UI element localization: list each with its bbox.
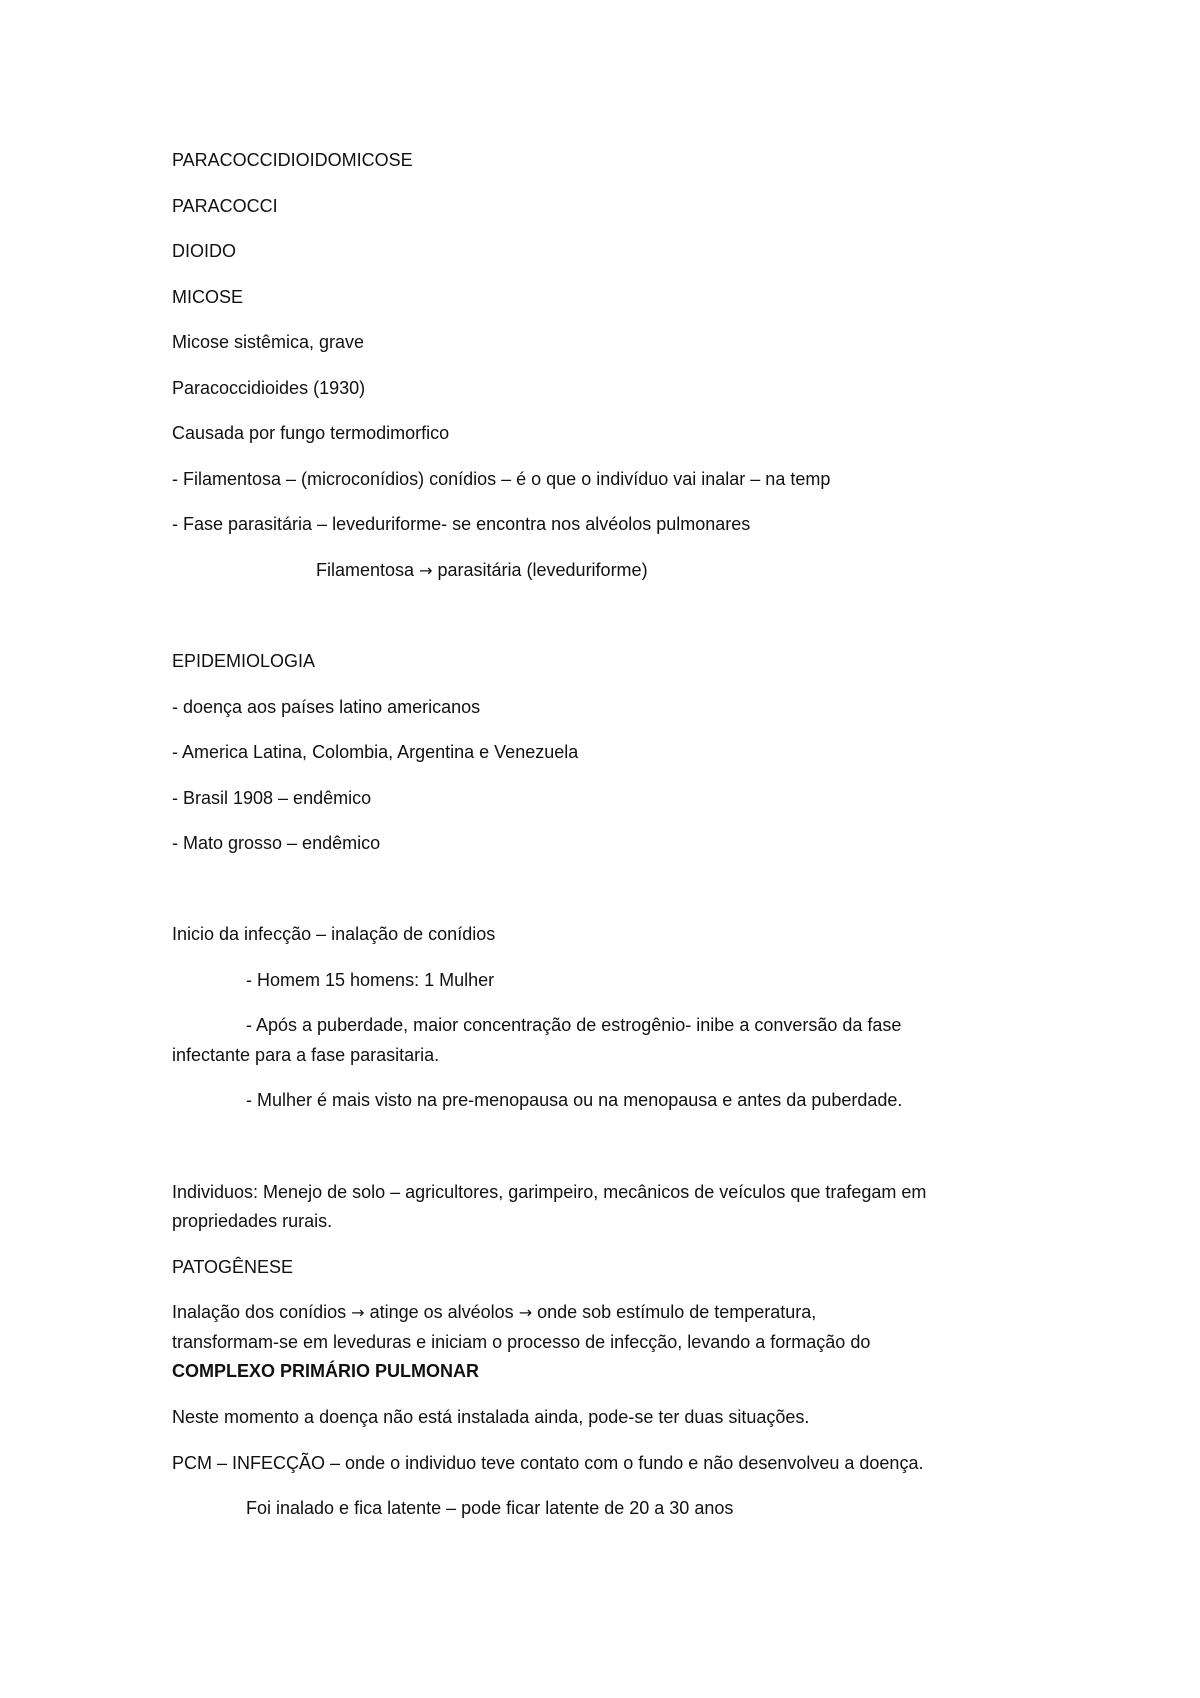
epidemiology-heading: EPIDEMIOLOGIA bbox=[172, 651, 316, 671]
pathogenesis-heading: PATOGÊNESE bbox=[172, 1257, 294, 1277]
intro-line: PARACOCCI bbox=[172, 196, 278, 216]
latent-line: Foi inalado e fica latente – pode ficar latente de 20 a 30 anos bbox=[246, 1498, 734, 1518]
phase-line: - Filamentosa – (microconídios) conídios – é o que o indivíduo vai inalar – na temp bbox=[172, 469, 831, 489]
pcm-line: PCM – INFECÇÃO – onde o individuo teve contato com o fundo e não desenvolveu a doença. bbox=[172, 1453, 924, 1473]
arrow-right-icon: → bbox=[351, 1303, 365, 1322]
individuals-line: Individuos: Menejo de solo – agricultores, garimpeiro, mecânicos de veículos que trafegam em bbox=[172, 1182, 927, 1202]
pathogenesis-step: onde sob estímulo de temperatura, bbox=[537, 1302, 817, 1322]
phase-transition-line bbox=[316, 561, 648, 579]
intro-line: MICOSE bbox=[172, 287, 244, 307]
intro-line: Paracoccidioides (1930) bbox=[172, 378, 366, 398]
infection-heading: Inicio da infecção – inalação de conídios bbox=[172, 924, 496, 944]
pathogenesis-note: Neste momento a doença não está instalada ainda, pode-se ter duas situações. bbox=[172, 1407, 810, 1427]
infection-item: - Mulher é mais visto na pre-menopausa ou na menopausa e antes da puberdade. bbox=[246, 1090, 903, 1110]
pathogenesis-step: Inalação dos conídios bbox=[172, 1302, 347, 1322]
complex-bold-text: COMPLEXO PRIMÁRIO PULMONAR bbox=[172, 1361, 480, 1381]
complex-label bbox=[172, 1362, 479, 1380]
individuals-line: propriedades rurais. bbox=[172, 1211, 333, 1231]
infection-item: - Após a puberdade, maior concentração de estrogênio- inibe a conversão da fase bbox=[246, 1015, 902, 1035]
transition-from: Filamentosa bbox=[316, 560, 415, 580]
document-title: PARACOCCIDIOIDOMICOSE bbox=[172, 150, 413, 170]
intro-line: DIOIDO bbox=[172, 241, 237, 261]
infection-item-continued: infectante para a fase parasitaria. bbox=[172, 1045, 440, 1065]
list-item: - Mato grosso – endêmico bbox=[172, 833, 381, 853]
list-item: - America Latina, Colombia, Argentina e Venezuela bbox=[172, 742, 579, 762]
intro-line: Micose sistêmica, grave bbox=[172, 332, 365, 352]
list-item: - doença aos países latino americanos bbox=[172, 697, 481, 717]
intro-line: Causada por fungo termodimorfico bbox=[172, 423, 450, 443]
phase-line: - Fase parasitária – leveduriforme- se encontra nos alvéolos pulmonares bbox=[172, 514, 751, 534]
infection-item: - Homem 15 homens: 1 Mulher bbox=[246, 970, 495, 990]
transition-to: parasitária (leveduriforme) bbox=[437, 560, 648, 580]
pathogenesis-step: atinge os alvéolos bbox=[369, 1302, 514, 1322]
arrow-right-icon: → bbox=[518, 1303, 533, 1322]
arrow-right-icon: → bbox=[419, 561, 433, 580]
pathogenesis-line bbox=[172, 1303, 816, 1321]
list-item: - Brasil 1908 – endêmico bbox=[172, 788, 372, 808]
pathogenesis-line: transformam-se em leveduras e iniciam o processo de infecção, levando a formação do bbox=[172, 1332, 871, 1352]
